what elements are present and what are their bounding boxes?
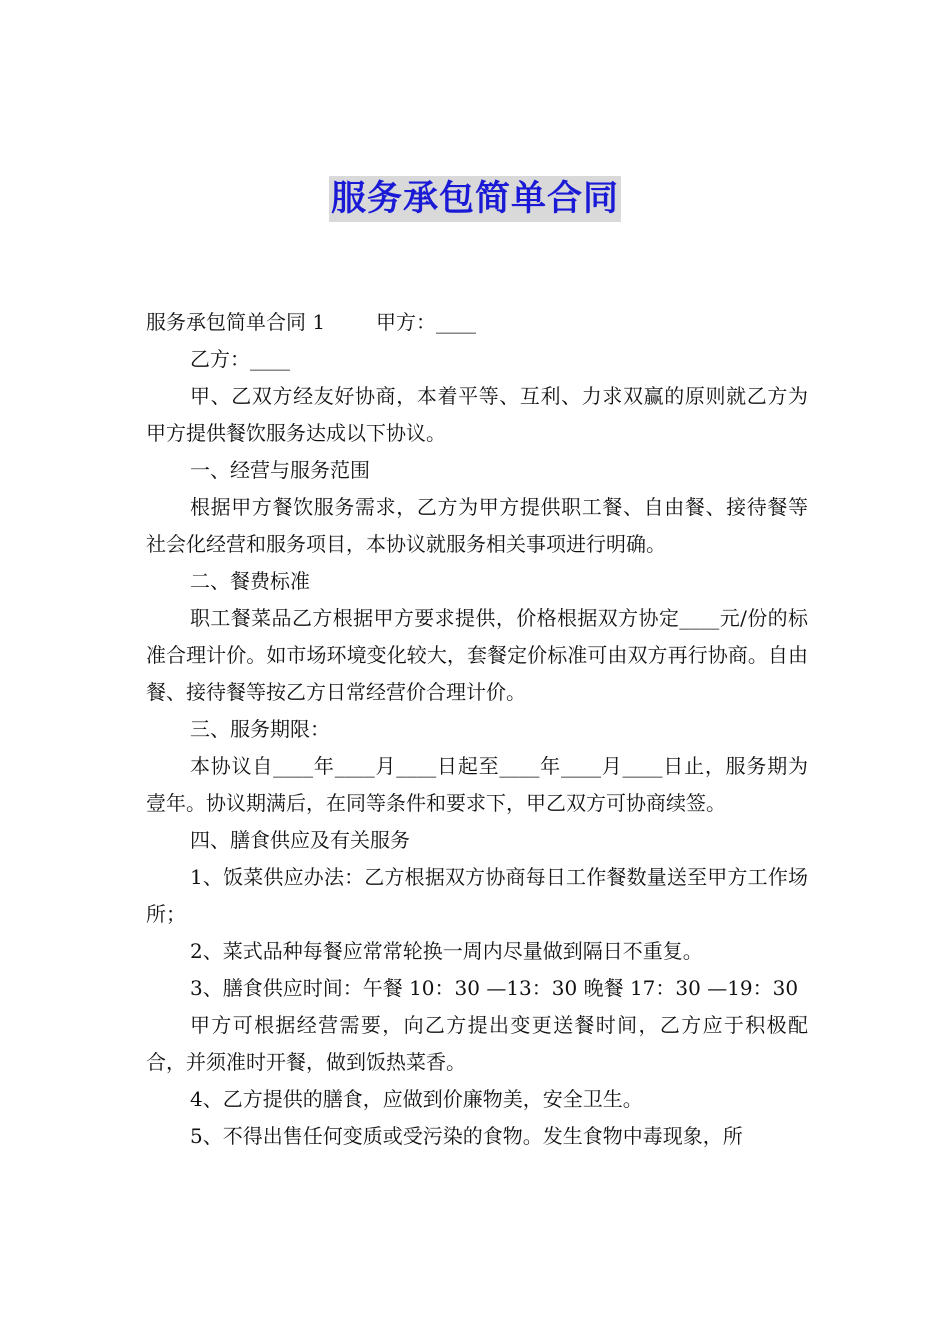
- section-2-body: 职工餐菜品乙方根据甲方要求提供，价格根据双方协定____元/份的标准合理计价。如市场环境变化较大，套餐定价标准可由双方再行协商。自由餐、接待餐等按乙方日常经营价合理计价。: [146, 606, 808, 704]
- section-4-item-4: 4、乙方提供的膳食，应做到价廉物美，安全卫生。: [190, 1087, 643, 1111]
- section-1-heading: 一、经营与服务范围: [190, 458, 370, 482]
- section-4-item-2: 2、菜式品种每餐应常常轮换一周内尽量做到隔日不重复。: [190, 939, 703, 963]
- section-2-heading: 二、餐费标准: [190, 569, 310, 593]
- section-4-item-3-note: 甲方可根据经营需要，向乙方提出变更送餐时间，乙方应于积极配合，并须准时开餐，做到饭热菜香。: [146, 1013, 808, 1074]
- section-3-heading: 三、服务期限：: [190, 717, 330, 741]
- section-4-item-5: 5、不得出售任何变质或受污染的食物。发生食物中毒现象，所: [190, 1124, 743, 1148]
- section-4-heading: 四、膳食供应及有关服务: [190, 828, 410, 852]
- intro-line: 服务承包简单合同 1 甲方：____: [146, 310, 476, 334]
- section-1-body: 根据甲方餐饮服务需求，乙方为甲方提供职工餐、自由餐、接待餐等社会化经营和服务项目，本协议就服务相关事项进行明确。: [146, 495, 808, 556]
- section-4-item-1: 1、饭菜供应办法：乙方根据双方协商每日工作餐数量送至甲方工作场所；: [146, 865, 808, 926]
- title-wrapper: [0, 176, 950, 222]
- section-3-body: 本协议自____年____月____日起至____年____月____日止，服务期为壹年。协议期满后，在同等条件和要求下，甲乙双方可协商续签。: [146, 754, 808, 815]
- contract-body: [146, 304, 808, 1155]
- party-b-line: 乙方：____: [190, 347, 290, 371]
- document-title: 服务承包简单合同: [329, 176, 621, 222]
- preamble-paragraph: 甲、乙双方经友好协商，本着平等、互利、力求双赢的原则就乙方为甲方提供餐饮服务达成以下协议。: [146, 384, 808, 445]
- section-4-item-3: 3、膳食供应时间：午餐 10：30 —13：30 晚餐 17：30 —19：30: [190, 976, 799, 1000]
